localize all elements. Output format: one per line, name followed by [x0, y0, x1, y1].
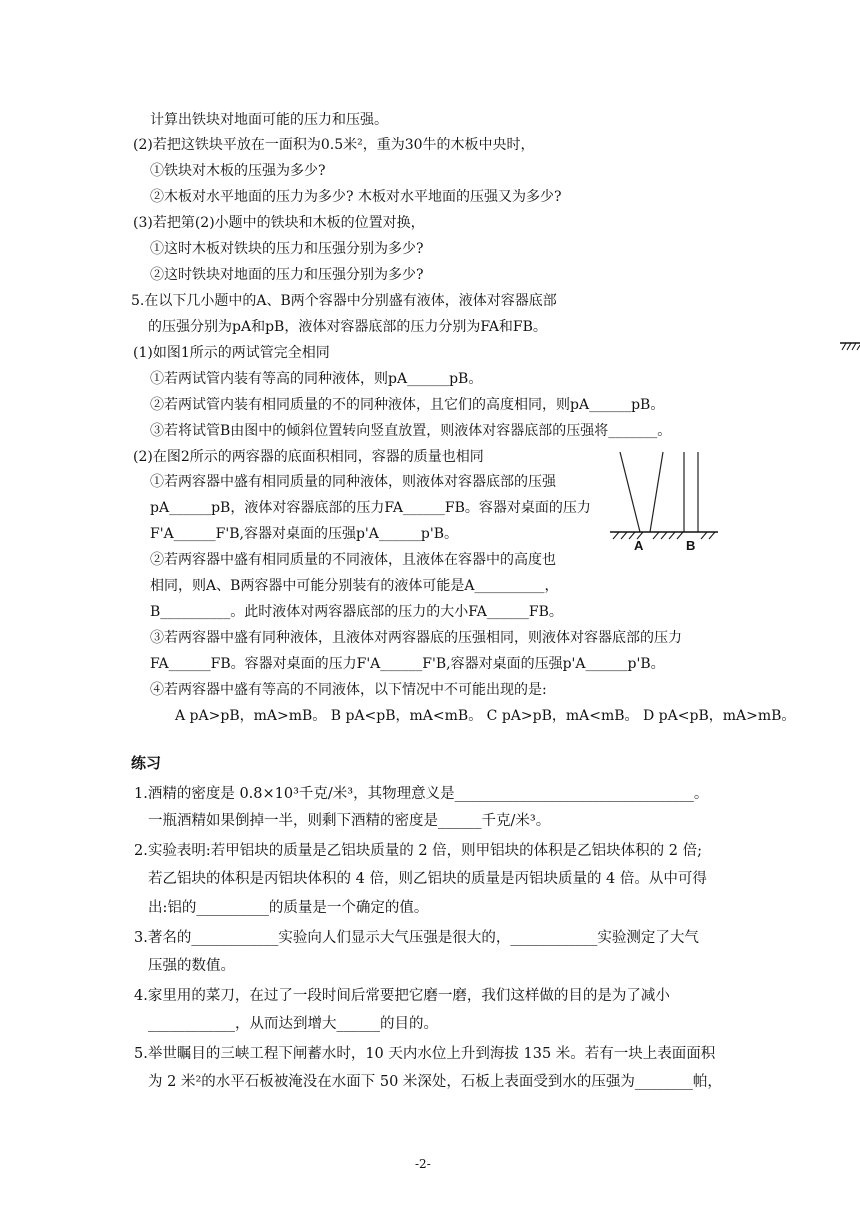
- part4-q3-1: ①这时木板对铁块的压力和压强分别为多少?: [150, 241, 424, 257]
- practice-1b: 一瓶酒精如果倒掉一半，则剩下酒精的密度是______千克/米³。: [148, 813, 551, 829]
- part5-s1-1: ①若两试管内装有等高的同种液体，则pA______pB。: [150, 371, 483, 387]
- part5-s2-2b: 相同，则A、B两容器中可能分别装有的液体可能是A__________，: [150, 578, 559, 594]
- part5-s2-2c: B__________。此时液体对两容器底部的压力的大小FA______FB。: [150, 604, 563, 620]
- page-number: -2-: [415, 1157, 431, 1171]
- figure2-label-b: B: [686, 538, 696, 553]
- part5-s2-2a: ②若两容器中盛有相同质量的不同液体，且液体在容器中的高度也: [150, 552, 556, 568]
- practice-heading: 练习: [131, 754, 162, 772]
- part4-q3-2: ②这时铁块对地面的压力和压强分别为多少?: [150, 267, 424, 283]
- practice-3a: 3.著名的____________实验向人们显示大气压强是很大的，____________实验测定了大气: [134, 930, 699, 946]
- practice-2a: 2.实验表明:若甲铝块的质量是乙铝块质量的 2 倍，则甲铝块的体积是乙铝块体积的 2 倍;: [134, 843, 702, 859]
- part4-intro-tail: 计算出铁块对地面可能的压力和压强。: [150, 112, 388, 128]
- part5-s2-3a: ③若两容器中盛有同种液体，且液体对两容器底的压强相同，则液体对容器底部的压力: [150, 630, 682, 646]
- figure1-ground-hatch: [840, 341, 860, 351]
- part5-s2-3b: FA______FB。容器对桌面的压力F'A______F'B,容器对桌面的压强p'A______p'B。: [150, 656, 665, 672]
- practice-2b: 若乙铝块的体积是丙铝块体积的 4 倍，则乙铝块的质量是丙铝块质量的 4 倍。从中可得: [148, 871, 707, 887]
- practice-1a: 1.酒精的密度是 0.8×10³千克/米³，其物理意义是_________________________________。: [134, 786, 709, 802]
- practice-5a: 5.举世瞩目的三峡工程下闸蓄水时，10 天内水位上升到海拔 135 米。若有一块上表面面积: [134, 1046, 716, 1062]
- figure2-containers: [610, 450, 720, 555]
- practice-5b: 为 2 米²的水平石板被淹没在水面下 50 米深处，石板上表面受到水的压强为________帕，: [148, 1074, 722, 1090]
- practice-4a: 4.家里用的菜刀，在过了一段时间后常要把它磨一磨，我们这样做的目的是为了减小: [134, 988, 670, 1004]
- practice-2c: 出:铝的__________的质量是一个确定的值。: [148, 900, 429, 916]
- part4-q2-1: ①铁块对木板的压强为多少?: [150, 163, 326, 179]
- part5-s2-4: ④若两容器中盛有等高的不同液体，以下情况中不可能出现的是:: [150, 682, 547, 698]
- part5-intro-2: 的压强分别为pA和pB，液体对容器底部的压力分别为FA和FB。: [148, 319, 547, 335]
- part5-s2: (2)在图2所示的两容器的底面积相同，容器的质量也相同: [133, 449, 484, 465]
- practice-4b: ____________，从而达到增大______的目的。: [148, 1016, 438, 1032]
- part5-s2-1a: ①若两容器中盛有相同质量的同种液体，则液体对容器底部的压强: [150, 474, 556, 490]
- practice-3b: 压强的数值。: [148, 958, 235, 974]
- part5-s1-2: ②若两试管内装有相同质量的不的同种液体，且它们的高度相同，则pA______pB。: [150, 397, 665, 413]
- part5-s2-1c: F'A______F'B,容器对桌面的压强p'A______p'B。: [150, 526, 458, 542]
- part4-q2-2: ②木板对水平地面的压力为多少? 木板对水平地面的压强又为多少?: [150, 189, 562, 205]
- part5-options: A pA>pB，mA>mB。 B pA<pB，mA<mB。 C pA>pB，mA<mB。 D pA<pB，mA>mB。: [175, 708, 796, 724]
- part5-s1: (1)如图1所示的两试管完全相同: [133, 345, 330, 361]
- part5-intro-1: 5.在以下几小题中的A、B两个容器中分别盛有液体，液体对容器底部: [131, 293, 557, 309]
- part4-q2: (2)若把这铁块平放在一面积为0.5米²，重为30牛的木板中央时，: [133, 137, 535, 153]
- part5-s1-3: ③若将试管B由图中的倾斜位置转向竖直放置，则液体对容器底部的压强将_______。: [150, 423, 672, 439]
- figure2-label-a: A: [634, 538, 644, 553]
- part4-q3: (3)若把第(2)小题中的铁块和木板的位置对换，: [133, 215, 425, 231]
- part5-s2-1b: pA______pB，液体对容器底部的压力FA______FB。容器对桌面的压力: [150, 500, 591, 516]
